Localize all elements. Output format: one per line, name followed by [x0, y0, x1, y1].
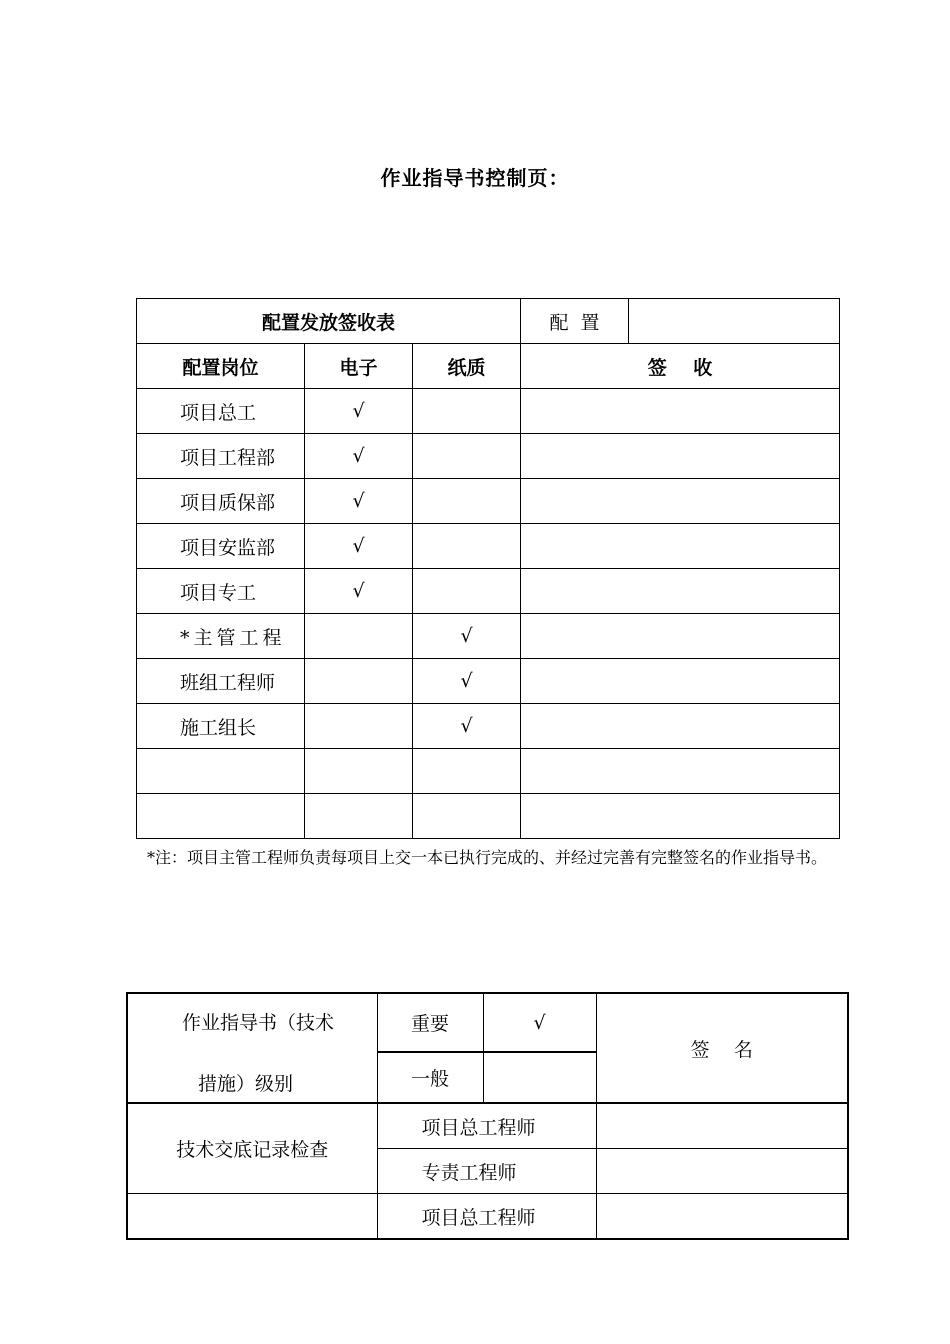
general-label: 一般	[377, 1052, 483, 1103]
sign-cell[interactable]	[521, 434, 840, 479]
column-header-electronic: 电子	[305, 344, 413, 389]
check-role: 项目总工程师	[377, 1194, 596, 1240]
sign-cell[interactable]	[521, 704, 840, 749]
table-row	[137, 794, 840, 839]
general-mark[interactable]	[483, 1052, 596, 1103]
sign-cell[interactable]	[521, 794, 840, 839]
distribution-table	[136, 298, 840, 839]
sign-cell[interactable]	[521, 614, 840, 659]
role-cell[interactable]	[137, 749, 305, 794]
role-cell: 班组工程师	[137, 659, 305, 704]
column-header-sign: 签 收	[521, 344, 840, 389]
level-table	[126, 992, 849, 1240]
check-sign[interactable]	[596, 1103, 848, 1149]
sign-cell[interactable]	[521, 569, 840, 614]
sign-cell[interactable]	[521, 389, 840, 434]
electronic-cell: √	[305, 479, 413, 524]
table-title-cell: 配置发放签收表	[137, 299, 521, 344]
role-cell: 项目总工	[137, 389, 305, 434]
electronic-cell[interactable]	[305, 794, 413, 839]
electronic-cell	[305, 659, 413, 704]
role-cell: 施工组长	[137, 704, 305, 749]
config-value-cell[interactable]	[629, 299, 840, 344]
electronic-cell: √	[305, 434, 413, 479]
column-header-role: 配置岗位	[137, 344, 305, 389]
electronic-cell	[305, 704, 413, 749]
empty-label-cell	[127, 1194, 377, 1240]
paper-cell	[413, 389, 521, 434]
electronic-cell: √	[305, 389, 413, 434]
electronic-cell: √	[305, 569, 413, 614]
paper-cell: √	[413, 704, 521, 749]
check-role: 专责工程师	[377, 1149, 596, 1194]
electronic-cell	[305, 614, 413, 659]
level-row-important	[127, 993, 848, 1052]
table-row	[137, 704, 840, 749]
paper-cell[interactable]	[413, 749, 521, 794]
role-cell: 项目工程部	[137, 434, 305, 479]
table-row	[137, 569, 840, 614]
role-cell: *主管工程	[137, 614, 305, 659]
level-label-top: 作业指导书（技术	[127, 993, 377, 1052]
table-row	[137, 479, 840, 524]
paper-cell: √	[413, 659, 521, 704]
sign-cell[interactable]	[521, 749, 840, 794]
paper-cell	[413, 569, 521, 614]
config-label-cell: 配 置	[521, 299, 629, 344]
tech-check-label: 技术交底记录检查	[127, 1103, 377, 1194]
table-row	[137, 614, 840, 659]
check-row	[127, 1194, 848, 1240]
role-cell[interactable]	[137, 794, 305, 839]
table-row	[137, 749, 840, 794]
important-label: 重要	[377, 993, 483, 1052]
role-cell: 项目安监部	[137, 524, 305, 569]
signature-label: 签 名	[596, 993, 848, 1103]
electronic-cell: √	[305, 524, 413, 569]
sign-cell[interactable]	[521, 659, 840, 704]
table-header-row	[137, 299, 840, 344]
paper-cell	[413, 434, 521, 479]
role-cell: 项目质保部	[137, 479, 305, 524]
check-sign[interactable]	[596, 1149, 848, 1194]
footnote: *注：项目主管工程师负责每项目上交一本已执行完成的、并经过完善有完整签名的作业指导书。	[147, 848, 828, 867]
level-label-bottom: 措施）级别	[127, 1052, 377, 1103]
paper-cell[interactable]	[413, 794, 521, 839]
check-row	[127, 1103, 848, 1149]
check-role: 项目总工程师	[377, 1103, 596, 1149]
column-header-row	[137, 344, 840, 389]
sign-cell[interactable]	[521, 479, 840, 524]
important-mark[interactable]: √	[483, 993, 596, 1052]
sign-cell[interactable]	[521, 524, 840, 569]
check-sign[interactable]	[596, 1194, 848, 1240]
paper-cell: √	[413, 614, 521, 659]
table-row	[137, 524, 840, 569]
column-header-paper: 纸质	[413, 344, 521, 389]
paper-cell	[413, 524, 521, 569]
role-cell: 项目专工	[137, 569, 305, 614]
page-title: 作业指导书控制页：	[380, 166, 570, 190]
table-row	[137, 389, 840, 434]
electronic-cell[interactable]	[305, 749, 413, 794]
table-row	[137, 434, 840, 479]
table-row	[137, 659, 840, 704]
paper-cell	[413, 479, 521, 524]
